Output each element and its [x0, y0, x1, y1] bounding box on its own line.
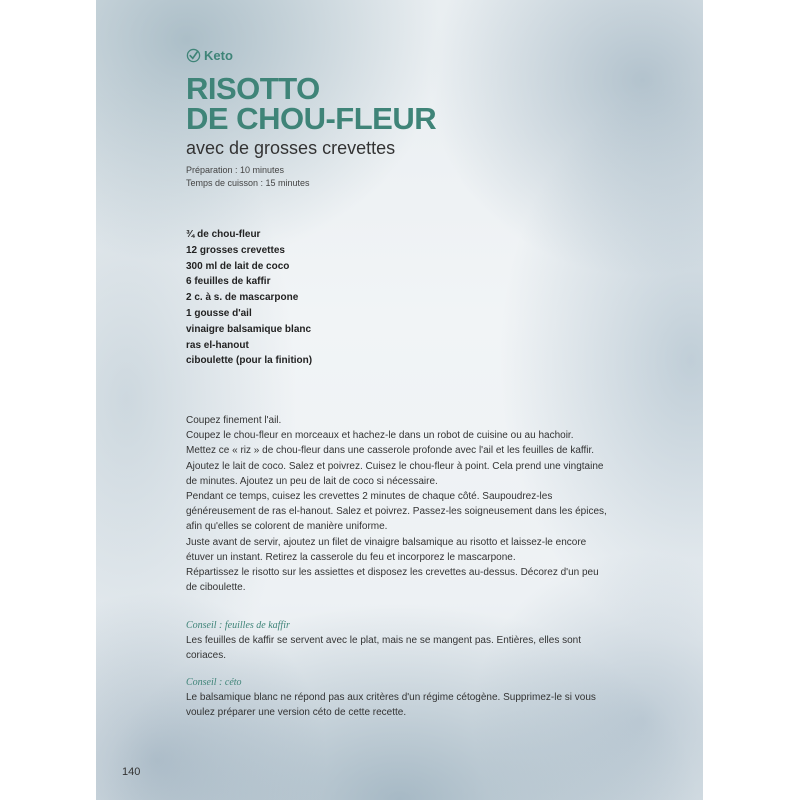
recipe-times: [186, 164, 310, 190]
ingredient-item: 1 gousse d'ail: [186, 307, 252, 319]
ingredient-item: 2 c. à s. de mascarpone: [186, 292, 299, 304]
ingredient-item: 300 ml de lait de coco: [186, 260, 290, 272]
instruction-line: étuver un instant. Retirez la casserole du feu et incorporez le mascarpone.: [186, 551, 516, 563]
instruction-line: Ajoutez le lait de coco. Salez et poivrez. Cuisez le chou-fleur à point. Cela prend une vingtaine: [186, 460, 604, 472]
instruction-line: Mettez ce « riz » de chou-fleur dans une casserole profonde avec l'ail et les feuilles de kaffir.: [186, 445, 595, 457]
ingredient-item: vinaigre balsamique blanc: [186, 323, 312, 335]
recipe-subtitle: avec de grosses crevettes: [186, 138, 396, 158]
instruction-line: de ciboulette.: [186, 582, 246, 594]
instruction-line: de minutes. Ajoutez un peu de lait de coco si nécessaire.: [186, 475, 438, 487]
ingredient-item: 6 feuilles de kaffir: [186, 276, 271, 288]
instruction-line: généreusement de ras el-hanout. Salez et poivrez. Passez-les soigneusement dans les épices,: [186, 506, 607, 518]
keto-label: Keto: [204, 48, 233, 63]
keto-tag: [186, 48, 233, 63]
recipe-title-line-2: DE CHOU-FLEUR: [186, 101, 437, 136]
tip-keto: [186, 675, 606, 721]
recipe-title-line-1: RISOTTO: [186, 71, 320, 106]
tip-kaffir: [186, 618, 606, 664]
instruction-line: afin qu'elles se colorent de manière uniforme.: [186, 521, 388, 533]
instruction-line: Coupez le chou-fleur en morceaux et hachez-le dans un robot de cuisine ou au hachoir.: [186, 430, 574, 442]
recipe-page: [96, 0, 703, 800]
check-circle-icon: [186, 48, 201, 63]
recipe-title: [186, 71, 437, 136]
tip-title: Conseil : feuilles de kaffir: [186, 620, 290, 631]
ingredient-item: 12 grosses crevettes: [186, 244, 285, 256]
ingredient-item: ¾ de chou-fleur: [186, 229, 261, 240]
instruction-line: Juste avant de servir, ajoutez un filet de vinaigre balsamique au risotto et laissez-le encore: [186, 536, 587, 548]
cooking-time: Temps de cuisson : 15 minutes: [186, 178, 310, 188]
ingredient-item: ras el-hanout: [186, 339, 249, 351]
tip-text-line: voulez préparer une version céto de cette recette.: [186, 707, 407, 719]
instruction-line: Pendant ce temps, cuisez les crevettes 2 minutes de chaque côté. Saupoudrez-les: [186, 491, 553, 503]
tip-text-line: coriaces.: [186, 650, 227, 662]
instruction-line: Coupez finement l'ail.: [186, 415, 282, 426]
tip-text-line: Les feuilles de kaffir se servent avec le plat, mais ne se mangent pas. Entières, elles sont: [186, 635, 582, 647]
ingredient-list: [186, 227, 312, 369]
recipe-instructions: [186, 413, 607, 595]
tip-title: Conseil : céto: [186, 677, 242, 688]
tip-text-line: Le balsamique blanc ne répond pas aux critères d'un régime cétogène. Supprimez-le si vous: [186, 692, 596, 704]
ingredient-item: ciboulette (pour la finition): [186, 355, 313, 367]
instruction-line: Répartissez le risotto sur les assiettes et disposez les crevettes au-dessus. Décorez d'un peu: [186, 567, 599, 579]
preparation-time: Préparation : 10 minutes: [186, 165, 285, 175]
page-number: 140: [122, 766, 141, 778]
